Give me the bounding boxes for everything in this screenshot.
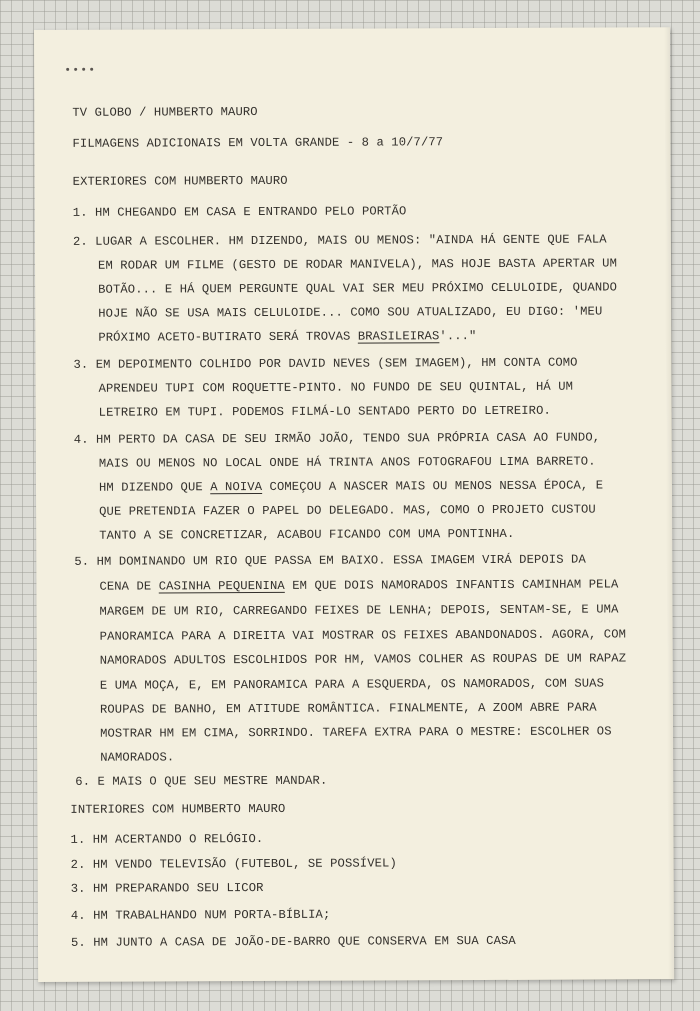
int-item-2: 2. HM VENDO TELEVISÃO (FUTEBOL, SE POSSÍVEL) [70, 856, 397, 872]
ext-item-4-line-3-text-b: COMEÇOU A NASCER MAIS OU MENOS NESSA ÉPOCA, E [262, 478, 604, 495]
ext-item-5-line-2-text-a: CENA DE [99, 579, 159, 594]
ext-item-4-line-2: MAIS OU MENOS NO LOCAL ONDE HÁ TRINTA ANOS FOTOGRAFOU LIMA BARRETO. [98, 454, 596, 471]
ext-item-3-line-2: APRENDEU TUPI COM ROQUETTE-PINTO. NO FUNDO DE SEU QUINTAL, HÁ UM [98, 379, 574, 396]
ext-item-1: 1. HM CHEGANDO EM CASA E ENTRANDO PELO PORTÃO [72, 204, 407, 220]
ext-item-5-line-7: ROUPAS DE BANHO, EM ATITUDE ROMÂNTICA. FINALMENTE, A ZOOM ABRE PARA [99, 700, 597, 717]
document-body [34, 27, 673, 950]
ext-item-2-line-5 [98, 329, 476, 345]
ext-item-3-line-1: 3. EM DEPOIMENTO COLHIDO POR DAVID NEVES (SEM IMAGEM), HM CONTA COMO [73, 355, 578, 372]
ext-item-5-underlined-title: CASINHA PEQUENINA [158, 578, 285, 594]
ext-item-5-line-1: 5. HM DOMINANDO UM RIO QUE PASSA EM BAIXO. ESSA IMAGEM VIRÁ DEPOIS DA [74, 552, 586, 569]
ext-item-5-line-5: NAMORADOS ADULTOS ESCOLHIDOS POR HM, VAMOS COLHER AS ROUPAS DE UM RAPAZ [99, 651, 627, 668]
ext-item-2-line-5-text-b: '..." [439, 329, 477, 344]
int-item-4: 4. HM TRABALHANDO NUM PORTA-BÍBLIA; [70, 907, 331, 923]
ext-item-6: 6. E MAIS O QUE SEU MESTRE MANDAR. [75, 773, 328, 789]
ext-item-3-line-3: LETREIRO EM TUPI. PODEMOS FILMÁ-LO SENTADO PERTO DO LETREIRO. [98, 403, 551, 420]
ext-item-5-line-4: PANORAMICA PARA A DIREITA VAI MOSTRAR OS FEIXES ABANDONADOS. AGORA, COM [99, 627, 627, 644]
interiores-heading: INTERIORES COM HUMBERTO MAURO [70, 801, 286, 817]
ext-item-5-line-6: E UMA MOÇA, E, EM PANORAMICA PARA A ESQUERDA, OS NAMORADOS, COM SUAS [99, 676, 605, 693]
typewritten-page [34, 27, 674, 982]
exteriores-heading: EXTERIORES COM HUMBERTO MAURO [72, 173, 288, 189]
ext-item-5-line-2 [99, 577, 618, 593]
ext-item-2-line-3: BOTÃO... E HÁ QUEM PERGUNTE QUAL VAI SER MEU PRÓXIMO CELULOIDE, QUANDO [98, 280, 618, 297]
int-item-1: 1. HM ACERTANDO O RELÓGIO. [70, 832, 264, 847]
ext-item-2-underlined-title: BRASILEIRAS [357, 329, 440, 344]
ext-item-4-line-4: QUE PRETENDIA FAZER O PAPEL DO DELEGADO. MAS, COMO O PROJETO CUSTOU [99, 502, 596, 519]
ext-item-4-underlined-title: A NOIVA [210, 480, 263, 495]
ext-item-5-line-3: MARGEM DE UM RIO, CARREGANDO FEIXES DE LENHA; DEPOIS, SENTAM-SE, E UMA [99, 602, 619, 619]
int-item-5: 5. HM JUNTO A CASA DE JOÃO-DE-BARRO QUE CONSERVA EM SUA CASA [70, 933, 516, 950]
ext-item-5-line-2-text-b: EM QUE DOIS NAMORADOS INFANTIS CAMINHAM PELA [284, 577, 619, 593]
ext-item-4-line-3 [99, 479, 603, 495]
ext-item-5-line-8: MOSTRAR HM EM CIMA, SORRINDO. TAREFA EXTRA PARA O MESTRE: ESCOLHER OS [100, 724, 612, 741]
header-line-1: TV GLOBO / HUMBERTO MAURO [72, 105, 258, 120]
ext-item-5-line-9: NAMORADOS. [100, 750, 175, 765]
header-line-2: FILMAGENS ADICIONAIS EM VOLTA GRANDE - 8 a 10/7/77 [72, 135, 444, 151]
ext-item-2-line-1: 2. LUGAR A ESCOLHER. HM DIZENDO, MAIS OU MENOS: "AINDA HÁ GENTE QUE FALA [72, 232, 607, 249]
ext-item-2-line-2: EM RODAR UM FILME (GESTO DE RODAR MANIVELA), MAS HOJE BASTA APERTAR UM [97, 256, 618, 273]
ext-item-4-line-1: 4. HM PERTO DA CASA DE SEU IRMÃO JOÃO, TENDO SUA PRÓPRIA CASA AO FUNDO, [73, 430, 601, 447]
ext-item-4-line-5: TANTO A SE CONCRETIZAR, ACABOU FICANDO COM UMA PONTINHA. [99, 526, 515, 543]
ext-item-2-line-5-text-a: PRÓXIMO ACETO-BUTIRATO SERÁ TROVAS [98, 329, 358, 345]
ext-item-2-line-4: HOJE NÃO SE USA MAIS CELULOIDE... COMO SOU ATUALIZADO, EU DIGO: 'MEU [98, 304, 603, 321]
int-item-3: 3. HM PREPARANDO SEU LICOR [70, 881, 264, 896]
ext-item-4-line-3-text-a: HM DIZENDO QUE [98, 480, 211, 495]
